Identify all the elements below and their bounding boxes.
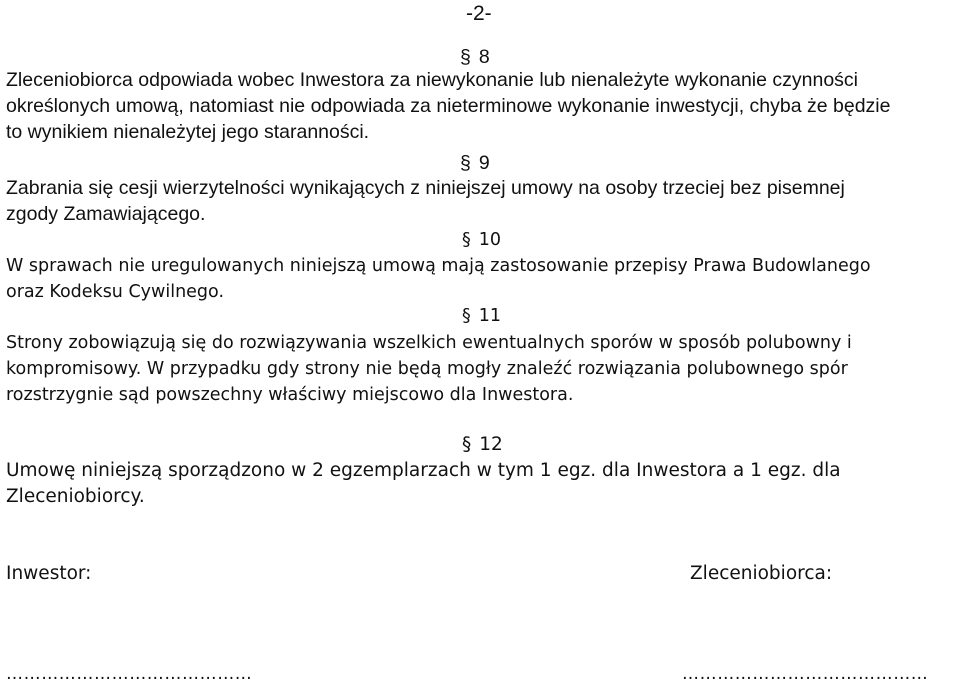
section-12-heading	[462, 434, 503, 455]
section-number: 9	[478, 152, 490, 174]
text-line: Zleceniobiorcy.	[6, 486, 145, 507]
section-11-text	[6, 330, 852, 408]
section-number: 11	[478, 306, 502, 326]
section-number: 8	[478, 46, 490, 68]
section-8-text	[6, 67, 890, 145]
text-line: określonych umową, natomiast nie odpowiada za nieterminowe wykonanie inwestycji, chyba że będzie	[6, 95, 891, 117]
section-symbol: §	[462, 434, 472, 455]
text-line: W sprawach nie uregulowanych niniejszą umową mają zastosowanie przepisy Prawa Budowlanego	[6, 256, 871, 276]
section-symbol: §	[462, 306, 471, 326]
section-10-heading	[462, 230, 501, 250]
contractor-signature-label: Zleceniobiorca:	[690, 563, 833, 584]
section-symbol: §	[462, 230, 471, 250]
section-number: 12	[479, 434, 503, 455]
contractor-signature-line: ……………………………………	[682, 664, 929, 684]
section-9-heading	[460, 152, 490, 175]
page-number: -2-	[466, 2, 492, 25]
section-number: 10	[478, 230, 502, 250]
text-line: rozstrzygnie sąd powszechny właściwy miejscowo dla Inwestora.	[6, 385, 574, 405]
investor-signature-label: Inwestor:	[6, 563, 92, 584]
text-line: Strony zobowiązują się do rozwiązywania wszelkich ewentualnych sporów w sposób polubowny i	[6, 333, 852, 353]
text-line: Umowę niniejszą sporządzono w 2 egzemplarzach w tym 1 egz. dla Inwestora a 1 egz. dla	[6, 460, 841, 481]
section-8-heading	[460, 46, 490, 69]
section-12-text	[6, 458, 841, 510]
text-line: Zabrania się cesji wierzytelności wynikających z niniejszej umowy na osoby trzeciej bez pisemnej	[6, 177, 845, 199]
text-line: to wynikiem nienależytej jego staranności.	[6, 121, 370, 143]
text-line: Zleceniobiorca odpowiada wobec Inwestora za niewykonanie lub nienależyte wykonanie czynności	[6, 69, 859, 91]
text-line: zgody Zamawiającego.	[6, 203, 206, 225]
text-line: oraz Kodeksu Cywilnego.	[6, 282, 225, 302]
section-10-text	[6, 253, 871, 305]
section-9-text	[6, 175, 845, 227]
section-symbol: §	[460, 152, 471, 174]
investor-signature-line: ……………………………………	[6, 664, 253, 684]
section-symbol: §	[460, 46, 471, 68]
text-line: kompromisowy. W przypadku gdy strony nie będą mogły znaleźć rozwiązania polubownego spór	[6, 359, 848, 379]
section-11-heading	[462, 306, 501, 326]
